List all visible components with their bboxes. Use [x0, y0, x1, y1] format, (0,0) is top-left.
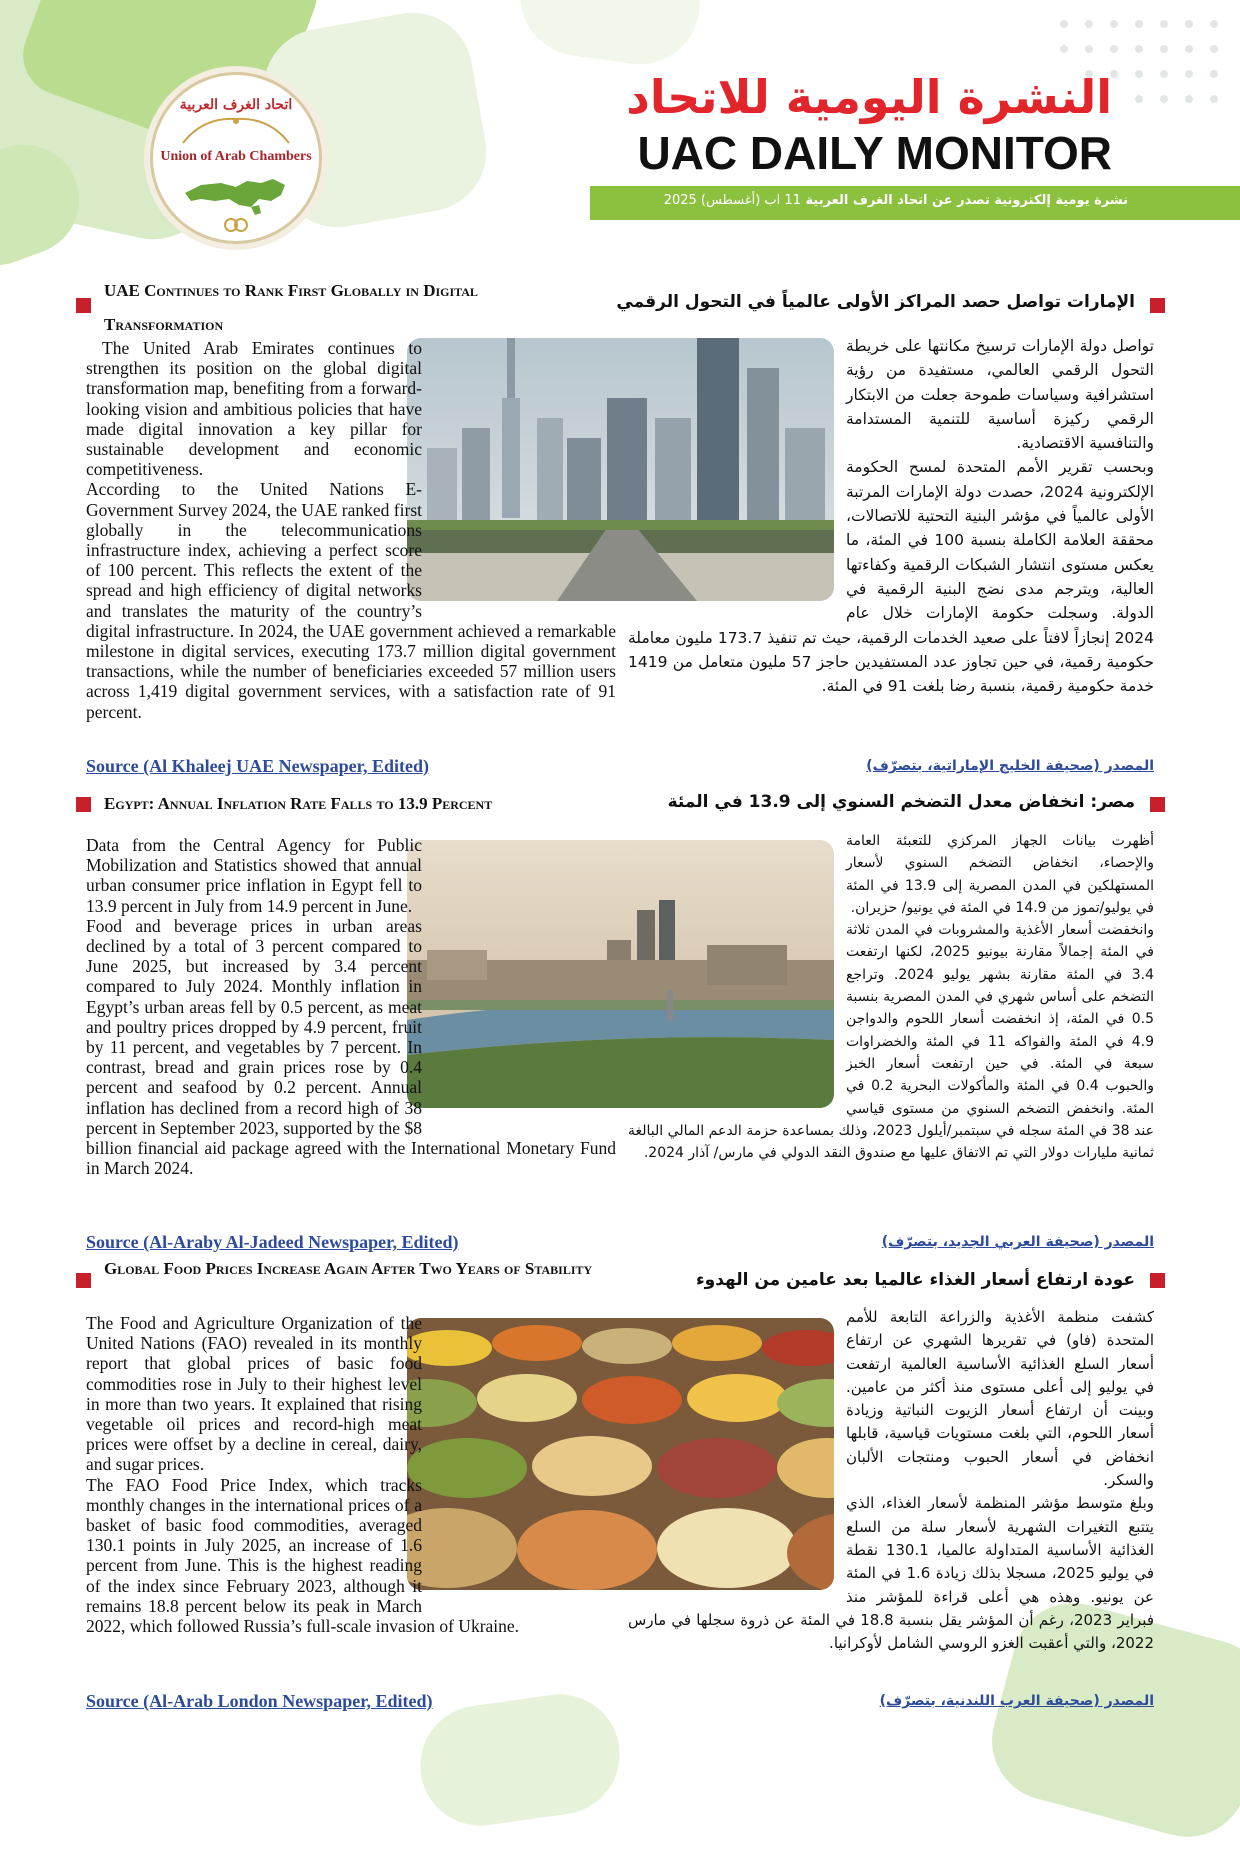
section-marker-icon [76, 797, 91, 812]
article-2-source-ar[interactable]: المصدر (صحيفة العربي الجديد، بتصرّف) [881, 1234, 1154, 1250]
article-1-title-ar: الإمارات تواصل حصد المراكز الأولى عالمياً في التحول الرقمي [616, 292, 1135, 312]
image-spacer [422, 1313, 616, 1603]
article-2-body-en [86, 835, 616, 1178]
article-2-en-paragraph: Data from the Central Agency for Public Mobilization and Statistics showed that annual urban consumer price inflation in Egypt fell to 13.9 percent in July from 14.9 percent in June. [86, 835, 422, 916]
article-1-body-en [86, 338, 616, 722]
image-spacer [422, 338, 616, 614]
article-3-title-en: Global Food Prices Increase Again After Two Years of Stability [104, 1259, 593, 1278]
article-1-ar-paragraph: وبحسب تقرير الأمم المتحدة لمسح الحكومة الإلكترونية 2024، حصدت دولة الإمارات المرتبة الأولى عالمياً في مؤشر البنية التحتية للاتصالات، محققة العلامة الكاملة بنسبة 100 في المئة، ما يعكس مستوى انتشار الشبكات الرقمية وكفاءتها العالية، ويترجم مدى نضج البنية الرقمية في الدولة. وسجلت حكومة الإمارات خلال عام 2024 إنجازاً لافتاً على صعيد الخدمات الرقمية، حيث تم تنفيذ 173.7 مليون معاملة حكومية رقمية، في حين تجاوز عدد المستفيدين حاجز 57 مليون متعامل من 1419 خدمة حكومية رقمية، بنسبة رضا بلغت 91 في المئة. [628, 458, 1155, 696]
article-3-en-paragraph: The FAO Food Price Index, which tracks monthly changes in the international prices of a basket of basic food commodities, averaged 130.1 points in July 2025, an increase of 1.6 percent from June. This is the highest reading of the index since February 2023, although it remains 18.8 percent below its peak in March 2022, which followed Russia’s full-scale invasion of Ukraine. [86, 1474, 520, 1637]
section-marker-icon [1150, 1273, 1165, 1288]
newsletter-title-arabic: النشرة اليومية للاتحاد [626, 70, 1112, 124]
section-marker-icon [1150, 298, 1165, 313]
newsletter-subtitle: نشرة يومية إلكترونية تصدر عن اتحاد الغرف العربية [805, 193, 1128, 208]
article-2-title-ar: مصر: انخفاض معدل التضخم السنوي إلى 13.9 في المئة [667, 792, 1135, 812]
image-spacer [422, 835, 616, 1120]
logo-arabic-text: اتحاد الغرف العربية [179, 97, 293, 113]
image-spacer [628, 1306, 846, 1598]
image-spacer [628, 830, 846, 1114]
logo-english-text: Union of Arab Chambers [160, 149, 312, 164]
article-1-source-ar[interactable]: المصدر (صحيفة الخليج الإماراتية، بتصرّف) [866, 758, 1154, 774]
newsletter-title-english: UAC DAILY MONITOR [637, 127, 1112, 179]
article-2-ar-paragraph: وانخفضت أسعار الأغذية والمشروبات في المدن ثلاثة في المئة إجمالاً مقارنة بيونيو 2025، لكنها ارتفعت 3.4 في المئة مقارنة بشهر يوليو 2024. وتراجع التضخم على أساس شهري في المدن المصرية بنسبة 0.5 في المئة، إذ انخفضت أسعار اللحوم والدواجن 4.9 في المئة والفواكه 11 في المئة والخضراوات سبعة في المئة. في حين ارتفعت أسعار الخبز والحبوب 0.4 في المئة والمأكولات البحرية 0.2 في المئة. وانخفض التضخم السنوي من مستوى قياسي عند 38 في المئة سجله في سبتمبر/أيلول 2023، وذلك بمساعدة حزمة الدعم المالي البالغة ثمانية مليارات دولار التي تم الاتفاق عليها مع صندوق النقد الدولي في مارس/ آذار 2024. [628, 922, 1154, 1162]
article-1-en-paragraph: The United Arab Emirates continues to strengthen its position on the global digital transformation map, benefiting from a forward-looking vision and ambitious policies that have made digital innovation a key pillar for sustainable development and economic competitiveness. [86, 338, 422, 480]
article-3-ar-paragraph: وبلغ متوسط مؤشر المنظمة لأسعار الغذاء، الذي يتتبع التغيرات الشهرية لأسعار سلة من السلع الغذائية الأساسية المتداولة عالميا، 130.1 نقطة في يوليو 2025، مسجلا بذلك زيادة 1.6 في المئة عن يونيو. وهذه هي أعلى قراءة للمؤشر منذ فبراير 2023، رغم أن المؤشر يقل بنسبة 18.8 في المئة عن ذروة سجلها في مارس 2022، والتي أعقبت الغزو الروسي الشامل لأوكرانيا. [628, 1494, 1155, 1653]
article-3-ar-paragraph: كشفت منظمة الأغذية والزراعة التابعة للأمم المتحدة (فاو) في تقريرها الشهري عن ارتفاع أسعار السلع الغذائية الأساسية العالمية ارتفعت في يوليو إلى أعلى مستوى منذ أكثر من عامين. وبينت أن ارتفاع أسعار الزيوت النباتية وزيادة أسعار اللحوم، التي بلغت مستويات قياسية، قابلها انخفاض في أسعار الحبوب ومنتجات الألبان والسكر. [846, 1308, 1154, 1490]
union-of-arab-chambers-logo [150, 72, 322, 244]
article-1-source-en[interactable]: Source (Al Khaleej UAE Newspaper, Edited) [86, 756, 429, 776]
article-3-en-paragraph: The Food and Agriculture Organization of the United Nations (FAO) revealed in its monthly report that global prices of basic food commodities rose in July to their highest level in more than two years. It explained that rising vegetable oil prices and record-high meat prices were offset by a decline in cereal, dairy, and sugar prices. [86, 1313, 422, 1475]
section-marker-icon [1150, 797, 1165, 812]
emblem-knot-icon [223, 215, 249, 235]
issue-date: 11 اب (أغسطس) 2025 [663, 193, 801, 208]
article-1-en-paragraph: According to the United Nations E-Government Survey 2024, the UAE ranked first globally in the telecommunications infrastructure index, achieving a perfect score of 100 percent. This reflects the extent of the spread and high efficiency of digital networks and translates the maturity of the country’s digital infrastructure. In 2024, the UAE government achieved a remarkable milestone in digital services, executing 173.7 million digital government transactions, while the number of beneficiaries exceeded 57 million users across 1,419 digital government services, with a satisfaction rate of 91 percent. [86, 479, 616, 722]
article-3-body-en [86, 1313, 616, 1636]
section-marker-icon [76, 298, 91, 313]
article-1-body-ar [628, 334, 1154, 698]
article-3-source-en[interactable]: Source (Al-Arab London Newspaper, Edited) [86, 1691, 433, 1711]
article-2-en-paragraph: Food and beverage prices in urban areas declined by a total of 3 percent compared to June 2025, but increased by 3.4 percent compared to July 2024. Monthly inflation in Egypt’s urban areas fell by 0.5 percent, as meat and poultry prices dropped by 4.9 percent, fruit by 11 percent, and vegetables by 7 percent. In contrast, bread and grain prices rose by 0.4 percent and seafood by 0.2 percent. Annual inflation has declined from a record high of 38 percent in September 2023, supported by the $8 billion financial aid package agreed with the International Monetary Fund in March 2024. [86, 915, 616, 1179]
article-1-title-en: UAE Continues to Rank First Globally in Digital Transformation [104, 281, 478, 334]
article-2-source-en[interactable]: Source (Al-Araby Al-Jadeed Newspaper, Edited) [86, 1232, 459, 1252]
article-2-body-ar [628, 830, 1154, 1164]
image-spacer [628, 334, 846, 616]
header-info-bar [590, 186, 1240, 220]
header-info-text [640, 193, 1128, 208]
article-3-body-ar [628, 1306, 1154, 1655]
section-marker-icon [76, 1273, 91, 1288]
laurel-icon [173, 115, 299, 145]
article-2-ar-paragraph: أظهرت بيانات الجهاز المركزي للتعبئة العامة والإحصاء، انخفاض التضخم السنوي لأسعار المستهلكين في المدن المصرية إلى 13.9 في المئة في يوليو/تموز من 14.9 في المئة في يونيو/ حزيران. [846, 833, 1154, 916]
article-1-ar-paragraph: تواصل دولة الإمارات ترسيخ مكانتها على خريطة التحول الرقمي العالمي، مستفيدة من رؤية استشرافية وسياسات طموحة جعلت من الابتكار الرقمي ركيزة أساسية للتنمية المستدامة والتنافسية الاقتصادية. [846, 337, 1154, 453]
article-3-title-ar: عودة ارتفاع أسعار الغذاء عالميا بعد عامين من الهدوء [695, 1270, 1135, 1290]
arab-world-map-icon [181, 171, 291, 221]
article-3-source-ar[interactable]: المصدر (صحيفة العرب اللندنية، بتصرّف) [879, 1693, 1154, 1709]
article-2-title-en: Egypt: Annual Inflation Rate Falls to 13.9 Percent [104, 794, 493, 813]
